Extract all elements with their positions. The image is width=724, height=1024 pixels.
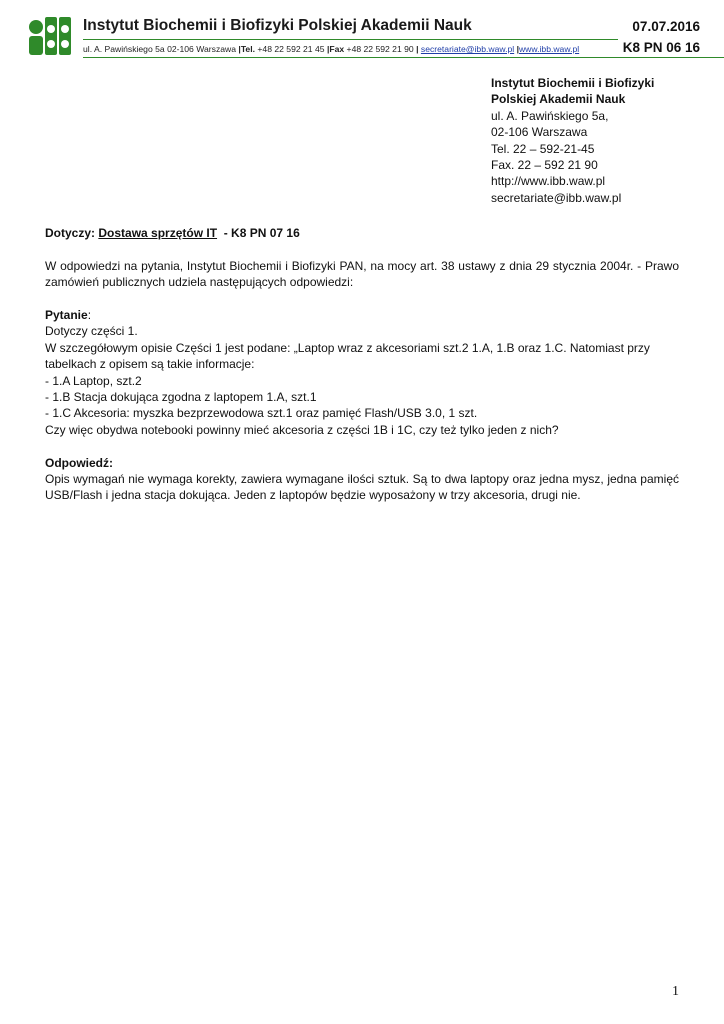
document-date: 07.07.2016 — [632, 19, 700, 34]
question-heading — [45, 307, 679, 323]
recipient-line: secretariate@ibb.waw.pl — [491, 190, 622, 205]
recipient-line: Fax. 22 – 592 21 90 — [491, 158, 598, 173]
question-line: Czy więc obydwa notebooki powinny mieć akcesoria z części 1B i 1C, czy też tylko jeden z nich? — [45, 422, 559, 437]
header-divider-top — [83, 39, 618, 40]
recipient-address — [491, 75, 654, 206]
tel-label: |Tel. — [238, 44, 255, 54]
letter-body — [45, 225, 679, 504]
question-line: W szczegółowym opisie Części 1 jest podane: „Laptop wraz z akcesoriami szt.2 1.A, 1.B oraz 1.C. Natomiast przy tabelkach z opisem są takie informacje: — [45, 340, 650, 372]
subject-code: - K8 PN 07 16 — [217, 226, 300, 240]
intro-paragraph: W odpowiedzi na pytania, Instytut Biochemii i Biofizyki PAN, na mocy art. 38 ustawy z dnia 29 stycznia 2004r. - Prawo zamówień publicznych udziela następujących odpowiedzi: — [45, 258, 679, 290]
page-number: 1 — [672, 984, 679, 999]
answer-text: Opis wymagań nie wymaga korekty, zawiera wymagane ilości sztuk. Są to dwa laptopy oraz jedna mysz, jedna pamięć USB/Flash i jedna stacja dokująca. Jeden z laptopów będzie wyposażony w trzy akcesoria, drugi nie. — [45, 472, 679, 503]
recipient-line: ul. A. Pawińskiego 5a, — [491, 108, 609, 123]
email-link[interactable]: secretariate@ibb.waw.pl — [420, 44, 515, 54]
subject-line — [45, 225, 679, 241]
contact-tel: +48 22 592 21 45 — [257, 44, 325, 54]
question-line: - 1.C Akcesoria: myszka bezprzewodowa szt.1 oraz pamięć Flash/USB 3.0, 1 szt. — [45, 406, 478, 421]
header-contact-line — [83, 44, 579, 54]
question-label: Pytanie — [45, 308, 88, 322]
question-line: Dotyczy części 1. — [45, 324, 138, 339]
recipient-line: http://www.ibb.waw.pl — [491, 174, 606, 189]
answer-label: Odpowiedź: — [45, 455, 113, 470]
ibb-logo — [27, 15, 73, 57]
question-line: - 1.B Stacja dokująca zgodna z laptopem 1.A, szt.1 — [45, 390, 317, 405]
separator: | — [416, 44, 419, 54]
website-link[interactable]: www.ibb.waw.pl — [518, 44, 580, 54]
recipient-line: Polskiej Akademii Nauk — [491, 92, 626, 107]
recipient-line: Tel. 22 – 592-21-45 — [491, 141, 595, 156]
separator: | — [516, 44, 519, 54]
contact-fax: +48 22 592 21 90 — [346, 44, 414, 54]
reference-code: K8 PN 06 16 — [622, 40, 700, 55]
subject-title: Dostawa sprzętów IT — [98, 226, 218, 240]
recipient-line: Instytut Biochemii i Biofizyki — [491, 76, 655, 90]
contact-address: ul. A. Pawińskiego 5a 02-106 Warszawa — [83, 44, 237, 54]
question-line: - 1.A Laptop, szt.2 — [45, 373, 142, 388]
question-label-colon: : — [87, 308, 92, 322]
institute-name: Instytut Biochemii i Biofizyki Polskiej Akademii Nauk — [83, 17, 472, 34]
fax-label: |Fax — [326, 44, 345, 54]
subject-label: Dotyczy: — [45, 226, 96, 240]
recipient-line: 02-106 Warszawa — [491, 125, 588, 140]
header-divider-bottom — [83, 57, 724, 58]
